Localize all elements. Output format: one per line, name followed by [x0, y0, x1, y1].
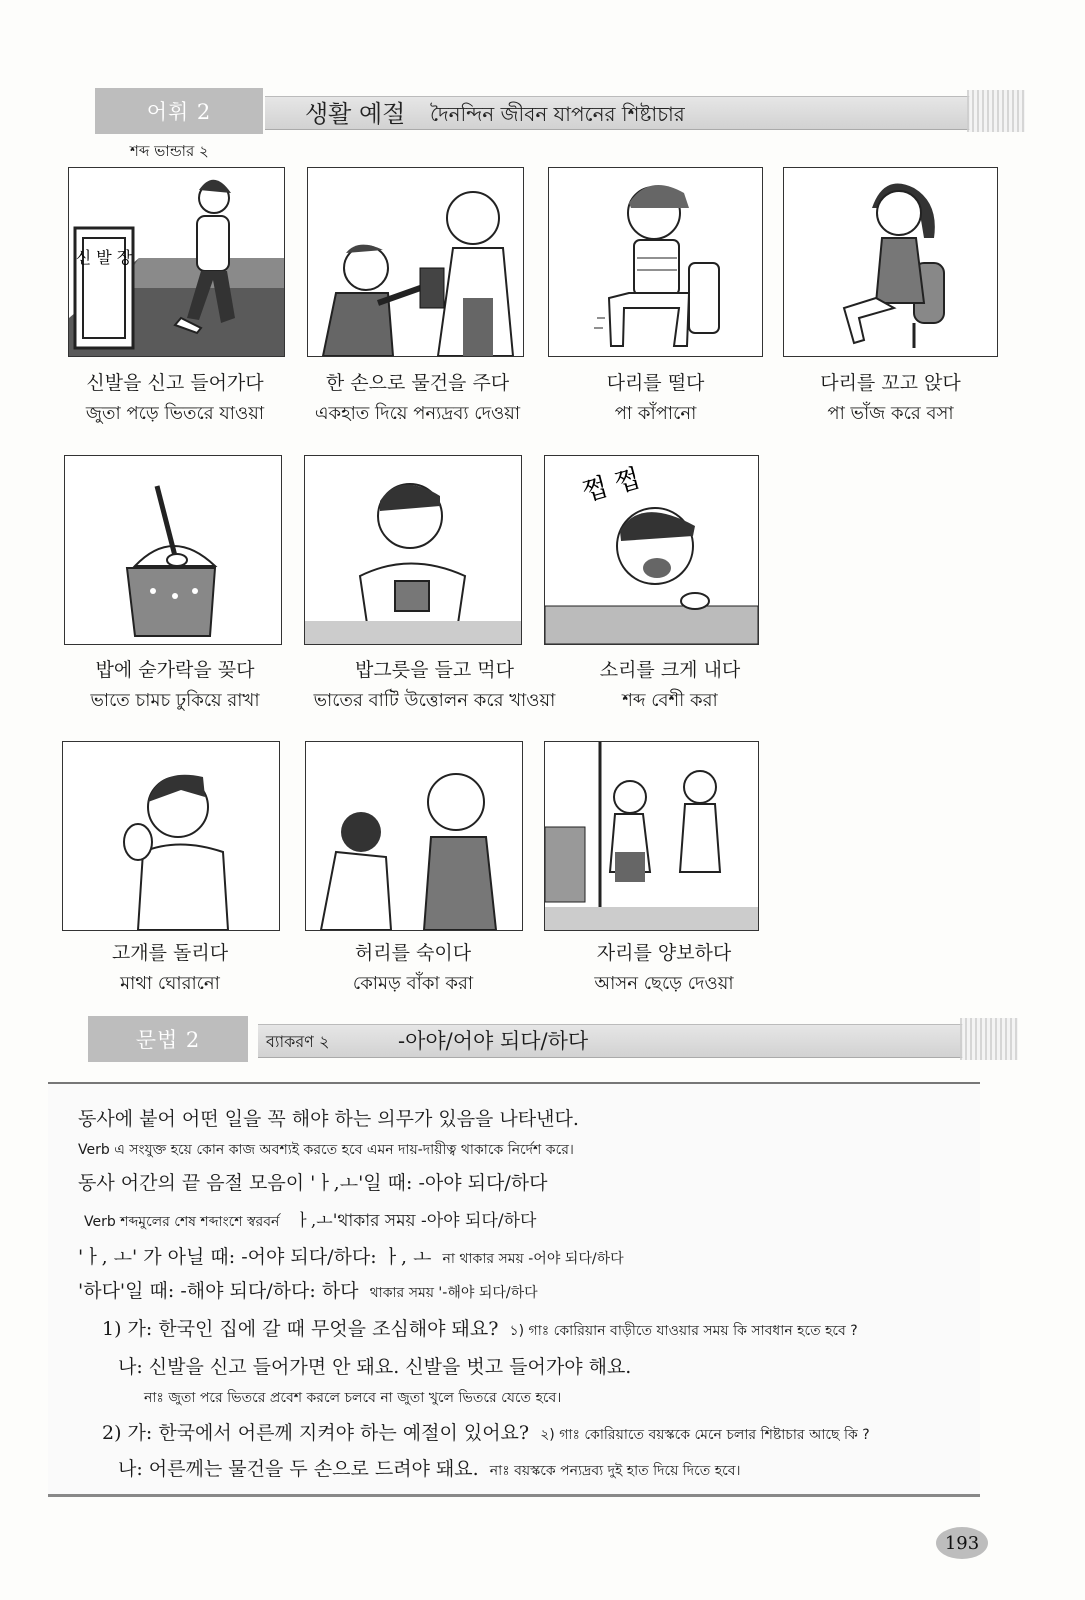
example-1-q-bn: ১) গাঃ কোরিয়ান বাড়ীতে যাওয়ার সময় কি সাবধান হতে হবে ? [509, 1323, 858, 1339]
caption-bn: শব্দ বেশী করা [622, 690, 718, 711]
grammar-line-5 [78, 1242, 624, 1271]
caption-2 [290, 368, 545, 430]
grammar-line-4a: Verb শব্দমুলের শেষ শব্দাংশে স্বরবর্ন [84, 1214, 280, 1230]
illustration-crossing-legs [783, 167, 998, 357]
caption-ko: 고개를 돌리다 [111, 942, 229, 964]
caption-3 [548, 368, 763, 430]
grammar-banner [88, 1016, 1018, 1062]
vocab-tag: 어휘 2 [95, 88, 263, 134]
illustration-turning-head [62, 741, 280, 931]
illustration-wearing-shoes-inside [68, 167, 285, 357]
sound-effect-text: 쩝 쩝 [579, 463, 644, 508]
grammar-line-3: 동사 어간의 끝 음절 모음이 'ㅏ,ㅗ'일 때: -아야 되다/하다 [78, 1172, 548, 1194]
grammar-box [48, 1082, 980, 1497]
caption-bn: ভাতের বাটি উত্তোলন করে খাওয়া [313, 690, 556, 711]
illustration-giving-with-one-hand [307, 167, 524, 357]
vocab-title-ko: 생활 예절 [305, 100, 406, 128]
caption-bn: ভাতে চামচ ঢুকিয়ে রাখা [90, 690, 260, 711]
caption-bn: একহাত দিয়ে পন্যদ্রব্য দেওয়া [314, 403, 521, 424]
example-2-a-ko: 나: 어른께는 물건을 두 손으로 드려야 돼요. [118, 1458, 479, 1480]
caption-bn: জুতা পড়ে ভিতরে যাওয়া [85, 403, 265, 424]
caption-ko: 밥에 숟가락을 꽂다 [95, 659, 255, 681]
grammar-line-6b: থাকার সময় '-해야 되다/하다 [369, 1285, 538, 1301]
caption-ko: 허리를 숙이다 [354, 942, 472, 964]
grammar-tag: 문법 2 [88, 1016, 248, 1062]
caption-ko: 소리를 크게 내다 [599, 659, 741, 681]
caption-7 [560, 655, 780, 717]
caption-bn: পা কাঁপানো [614, 403, 697, 424]
illustration-bowing [305, 741, 523, 931]
illustration-making-noise [544, 455, 759, 645]
grammar-line-6 [78, 1276, 538, 1305]
grammar-line-1: 동사에 붙어 어떤 일을 꼭 해야 하는 의무가 있음을 나타낸다. [78, 1108, 579, 1130]
example-1-answer-ko: 나: 신발을 신고 들어가면 안 돼요. 신발을 벗고 들어가야 해요. [118, 1356, 632, 1378]
example-1-q-ko: 1) 가: 한국인 집에 갈 때 무엇을 조심해야 돼요? [102, 1318, 499, 1340]
vocab-sub-label: শব্দ ভান্ডার ২ [130, 142, 209, 160]
shoe-cabinet-label-1: 신 발 장 [75, 248, 133, 267]
grammar-pattern: -아야/어야 되다/하다 [398, 1029, 589, 1053]
caption-4 [783, 368, 998, 430]
grammar-label-bn: ব্যাকরণ ২ [266, 1032, 330, 1051]
grammar-line-6a: '하다'일 때: -해야 되다/하다: 하다 [78, 1280, 359, 1302]
caption-ko: 다리를 꼬고 앉다 [820, 372, 961, 394]
caption-ko: 한 손으로 물건을 주다 [325, 372, 510, 394]
caption-ko: 다리를 떨다 [606, 372, 705, 394]
caption-6 [292, 655, 577, 717]
example-1-question [102, 1314, 858, 1343]
grammar-line-2: Verb এ সংযুক্ত হয়ে কোন কাজ অবশ্যই করতে হবে এমন দায়-দায়ীত্ব থাকাকে নির্দেশ করে। [78, 1142, 574, 1158]
vocab-banner [95, 88, 1025, 134]
banner-bar [258, 1024, 963, 1058]
page-number: 193 [936, 1527, 988, 1559]
grammar-line-5b: না থাকার সময় -어야 되다/하다 [442, 1251, 624, 1267]
caption-ko: 밥그릇을 들고 먹다 [355, 659, 514, 681]
example-1-answer-bn: নাঃ জুতা পরে ভিতরে প্রবেশ করলে চলবে না জুতা খুলে ভিতরে যেতে হবে। [144, 1390, 562, 1406]
grammar-line-4b: ㅏ,ㅗ'থাকার সময় -아야 되다/하다 [294, 1211, 537, 1231]
caption-9 [305, 938, 521, 1000]
caption-1 [40, 368, 310, 430]
caption-ko: 자리를 양보하다 [596, 942, 732, 964]
example-2-a-bn: নাঃ বয়স্ককে পন্যদ্রব্য দুই হাত দিয়ে দিতে হবে। [489, 1463, 741, 1479]
illustration-shaking-legs [548, 167, 763, 357]
example-2-q-bn: ২) গাঃ কোরিয়াতে বয়স্ককে মেনে চলার শিষ্টাচার আছে কি ? [540, 1427, 870, 1443]
banner-end-decoration [967, 90, 1025, 132]
example-2-q-ko: 2) 가: 한국에서 어른께 지켜야 하는 예절이 있어요? [102, 1422, 530, 1444]
caption-bn: আসন ছেড়ে দেওয়া [594, 973, 734, 994]
caption-5 [60, 655, 290, 717]
grammar-line-4 [84, 1206, 536, 1236]
caption-bn: পা ভাঁজ করে বসা [827, 403, 954, 424]
caption-ko: 신발을 신고 들어가다 [86, 372, 264, 394]
example-2-answer [118, 1454, 741, 1483]
caption-bn: মাথা ঘোরানো [120, 973, 220, 994]
caption-bn: কোমড় বাঁকা করা [352, 973, 474, 994]
illustration-giving-up-seat [544, 741, 759, 931]
illustration-spoon-in-rice [64, 455, 282, 645]
grammar-line-5a: 'ㅏ, ㅗ' 가 아닐 때: -어야 되다/하다: ㅏ, ㅗ [78, 1246, 432, 1268]
caption-8 [62, 938, 278, 1000]
caption-10 [544, 938, 784, 1000]
banner-end-decoration [960, 1018, 1018, 1060]
example-2-question [102, 1418, 870, 1447]
vocab-title-bn: দৈনন্দিন জীবন যাপনের শিষ্টাচার [430, 102, 685, 126]
illustration-lifting-bowl [304, 455, 522, 645]
